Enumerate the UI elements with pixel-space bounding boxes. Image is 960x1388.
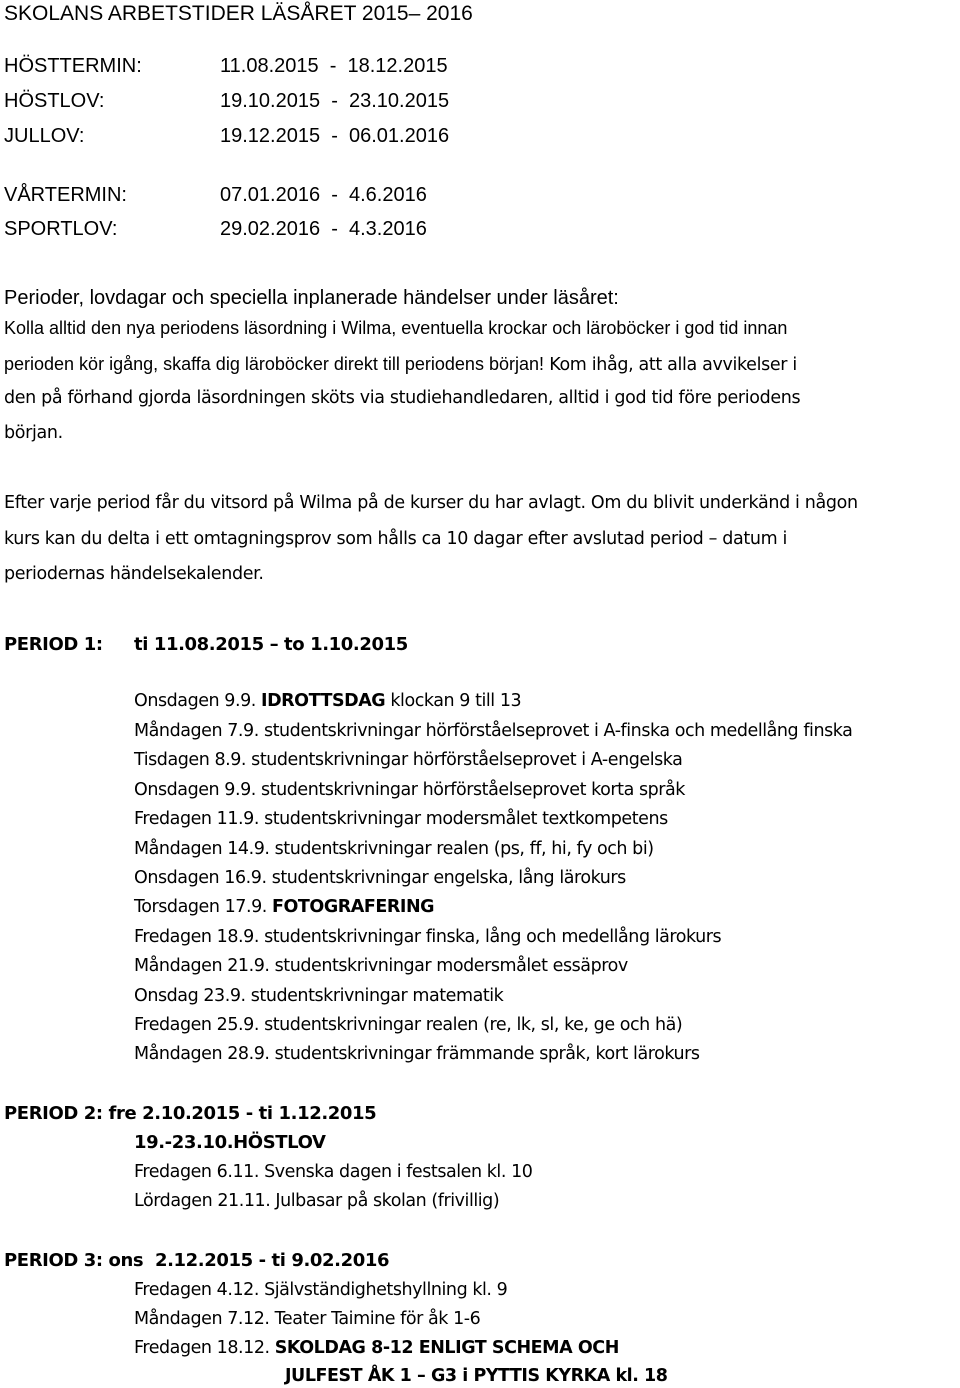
period-2-holiday: 19.-23.10.HÖSTLOV xyxy=(134,1132,326,1153)
period-3-heading: PERIOD 3: ons 2.12.2015 - ti 9.02.2016 xyxy=(4,1250,390,1271)
event-date: Måndagen 28.9. xyxy=(134,1044,275,1064)
term-label: SPORTLOV: xyxy=(4,218,118,240)
event-date: Fredagen 6.11. xyxy=(134,1162,265,1182)
event-date: Måndagen 7.12. xyxy=(134,1309,275,1329)
event-date: Onsdag 23.9. xyxy=(134,986,251,1006)
period-2-heading: PERIOD 2: fre 2.10.2015 - ti 1.12.2015 xyxy=(4,1103,377,1124)
event-date: Fredagen 11.9. xyxy=(134,809,265,829)
intro-text-line xyxy=(4,354,797,375)
event-text: klockan 9 till 13 xyxy=(385,691,522,711)
event-item xyxy=(134,1162,532,1182)
event-item xyxy=(134,750,682,770)
term-dates: 19.10.2015 - 23.10.2015 xyxy=(220,90,450,112)
section-heading: Perioder, lovdagar och speciella inplanerade händelser under läsåret: xyxy=(4,287,619,309)
event-date: Måndagen 21.9. xyxy=(134,956,275,976)
event-item xyxy=(134,691,521,711)
event-item xyxy=(134,1309,480,1329)
term-label: JULLOV: xyxy=(4,125,85,147)
term-label: VÅRTERMIN: xyxy=(4,184,127,206)
grades-text-line xyxy=(4,493,858,513)
grades-text: Efter varje period får du vitsord på Wilma på de kurser du har avlagt. xyxy=(4,493,586,513)
period-1-label: PERIOD 1: xyxy=(4,634,103,655)
event-item xyxy=(134,1191,499,1211)
event-highlight: SKOLDAG 8-12 ENLIGT SCHEMA OCH xyxy=(274,1338,619,1358)
event-date: Torsdagen 17.9. xyxy=(134,897,272,917)
event-highlight: IDROTTSDAG xyxy=(261,691,386,711)
event-text: Teater Taimine för åk 1-6 xyxy=(274,1309,481,1329)
term-label: HÖSTTERMIN: xyxy=(4,55,142,77)
event-text: studentskrivningar hörförståelseprovet i A-finska och medellång finska xyxy=(263,721,853,741)
grades-text: periodernas händelsekalender. xyxy=(4,564,264,584)
event-text: studentskrivningar engelska, lång lärokurs xyxy=(271,868,626,888)
event-continuation: JULFEST ÅK 1 – G3 i PYTTIS KYRKA kl. 18 xyxy=(285,1366,668,1386)
event-text: Svenska dagen i festsalen kl. 10 xyxy=(264,1162,533,1182)
event-text: studentskrivningar realen (ps, ff, hi, fy och bi) xyxy=(274,839,654,859)
event-date: Onsdagen 9.9. xyxy=(134,780,262,800)
event-text: Självständighetshyllning kl. 9 xyxy=(264,1280,508,1300)
event-date: Lördagen 21.11. xyxy=(134,1191,276,1211)
event-text: studentskrivningar modersmålet essäprov xyxy=(274,956,628,976)
event-item xyxy=(134,809,668,829)
event-item xyxy=(134,868,626,888)
term-dates: 11.08.2015 - 18.12.2015 xyxy=(220,55,448,77)
event-item xyxy=(134,1338,619,1358)
event-item xyxy=(134,1015,682,1035)
event-date: Fredagen 25.9. xyxy=(134,1015,265,1035)
intro-text: Kolla alltid den nya periodens läsordning i Wilma, eventuella krockar och läroböcker i god tid innan xyxy=(4,318,788,338)
event-text: studentskrivningar hörförståelseprovet korta språk xyxy=(261,780,685,800)
period-1-dates: ti 11.08.2015 – to 1.10.2015 xyxy=(134,634,408,655)
term-dates: 29.02.2016 - 4.3.2016 xyxy=(220,218,427,240)
intro-text: perioden kör igång, skaffa dig läroböcker direkt till periodens början! xyxy=(4,354,544,374)
event-text: Julbasar på skolan (frivillig) xyxy=(275,1191,500,1211)
intro-text: Kom ihåg, att alla avvikelser i xyxy=(543,355,797,375)
event-date: Fredagen 4.12. xyxy=(134,1280,265,1300)
event-text: studentskrivningar matematik xyxy=(250,986,504,1006)
event-text: studentskrivningar främmande språk, kort lärokurs xyxy=(274,1044,700,1064)
event-text: studentskrivningar hörförståelseprovet i A-engelska xyxy=(251,750,683,770)
event-text: studentskrivningar modersmålet textkompetens xyxy=(264,809,668,829)
event-item xyxy=(134,721,852,741)
term-dates: 07.01.2016 - 4.6.2016 xyxy=(220,184,427,206)
grades-text: Om du blivit underkänd i någon xyxy=(585,493,858,513)
event-text: studentskrivningar realen (re, lk, sl, ke, ge och hä) xyxy=(264,1015,683,1035)
event-date: Måndagen 14.9. xyxy=(134,839,275,859)
event-date: Fredagen 18.9. xyxy=(134,927,265,947)
event-date: Tisdagen 8.9. xyxy=(134,750,252,770)
event-date: Onsdagen 9.9. xyxy=(134,691,262,711)
event-date: Måndagen 7.9. xyxy=(134,721,264,741)
term-label: HÖSTLOV: xyxy=(4,90,105,112)
event-highlight: FOTOGRAFERING xyxy=(272,897,435,917)
intro-text: början. xyxy=(4,423,63,443)
event-date: Fredagen 18.12. xyxy=(134,1338,275,1358)
grades-text: kurs kan du delta i ett omtagningsprov som hålls ca 10 dagar efter avslutad period – datum i xyxy=(4,529,788,549)
event-item xyxy=(134,956,628,976)
event-item xyxy=(134,839,654,859)
event-item xyxy=(134,927,721,947)
event-text: studentskrivningar finska, lång och medellång lärokurs xyxy=(264,927,722,947)
document-title: SKOLANS ARBETSTIDER LÄSÅRET 2015– 2016 xyxy=(4,2,473,25)
event-item xyxy=(134,1280,507,1300)
event-date: Onsdagen 16.9. xyxy=(134,868,272,888)
event-item xyxy=(134,1044,700,1064)
event-item xyxy=(134,780,685,800)
event-item xyxy=(134,986,503,1006)
term-dates: 19.12.2015 - 06.01.2016 xyxy=(220,125,450,147)
intro-text: den på förhand gjorda läsordningen sköts via studiehandledaren, alltid i god tid före periodens xyxy=(4,388,801,408)
event-item xyxy=(134,897,434,917)
